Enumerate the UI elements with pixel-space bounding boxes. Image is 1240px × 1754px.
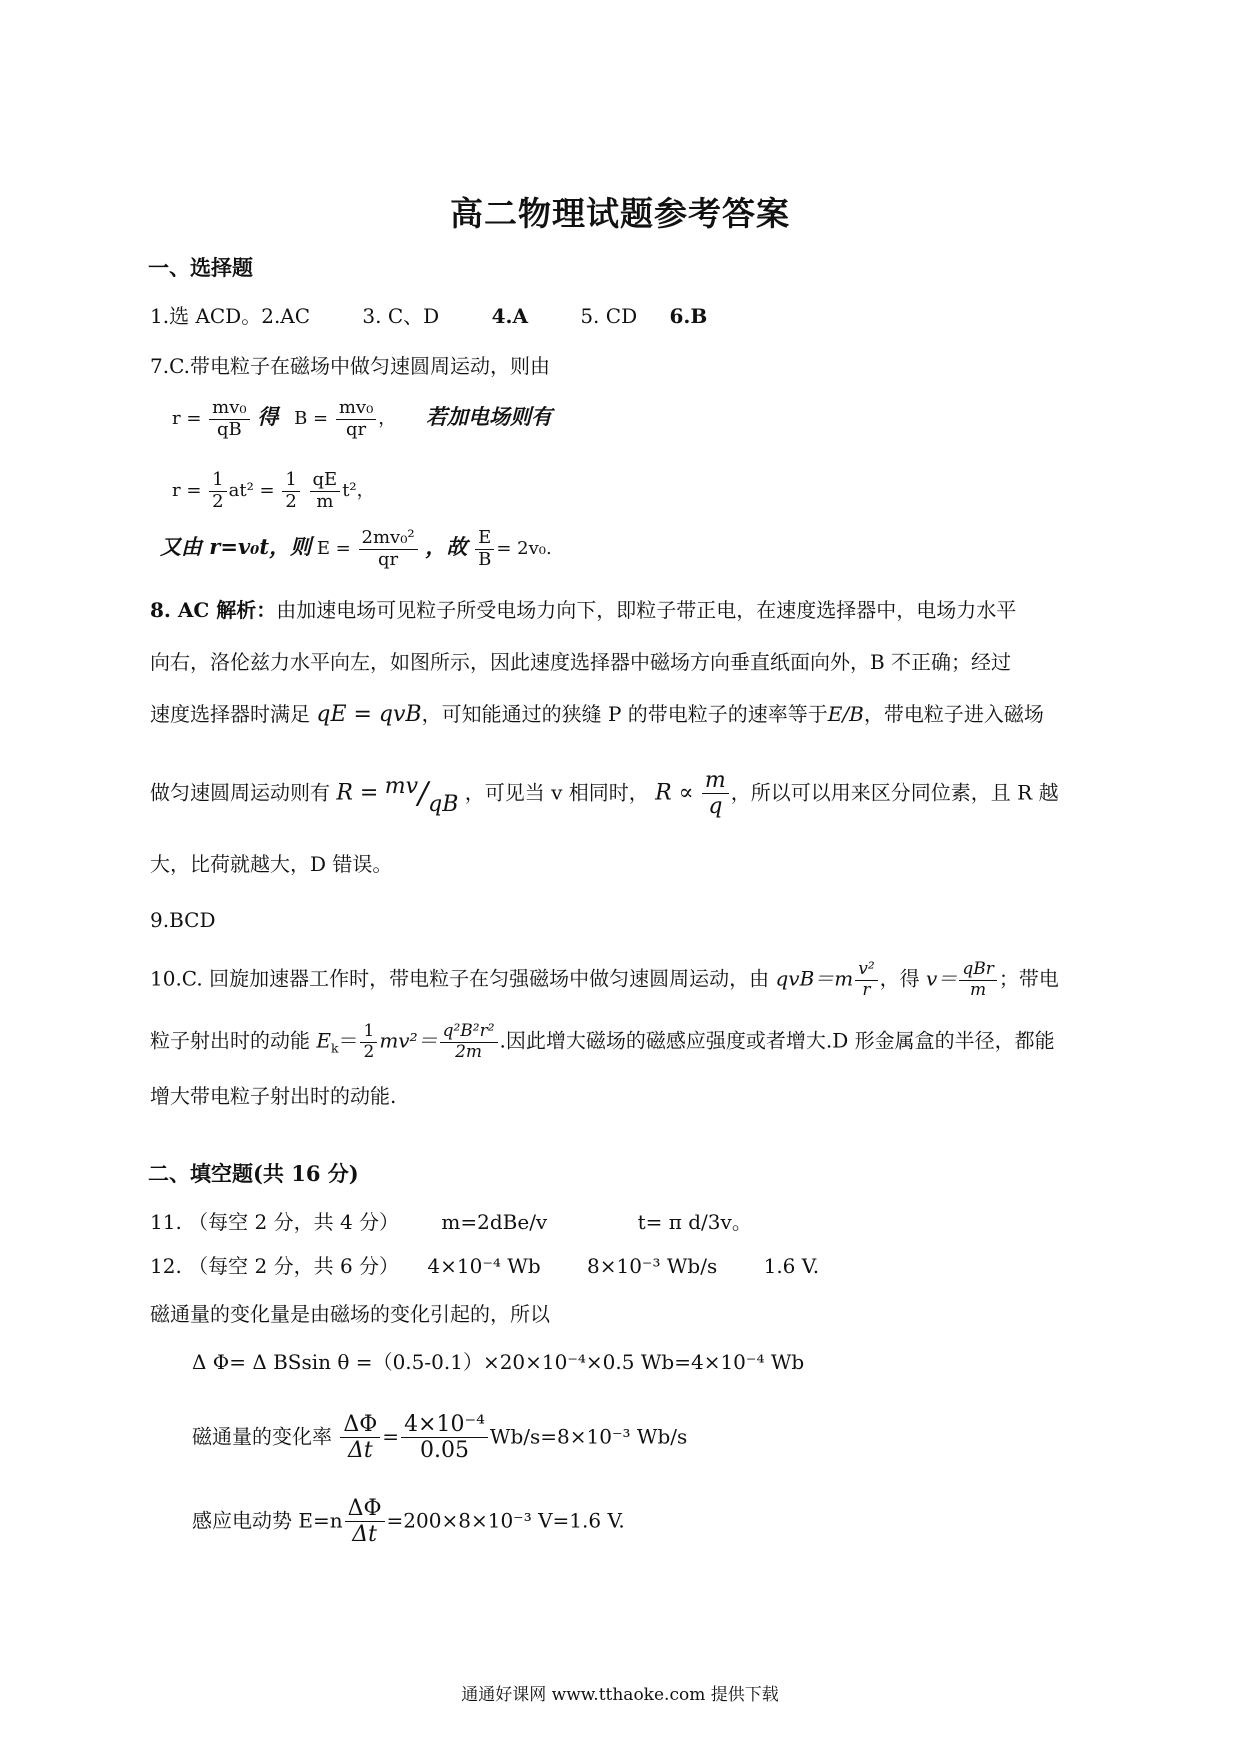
q10-equation: ＝ <box>338 1028 359 1053</box>
q8-text: ，带电粒子进入磁场 <box>863 702 1044 726</box>
q8-line2: 向右，洛伦兹力水平向左，如图所示，因此速度选择器中磁场方向垂直纸面向外，B 不正确；经过 <box>150 650 1012 674</box>
fraction <box>702 768 729 820</box>
q10-text: .因此增大磁场的磁感应强度或者增大.D 形金属盒的半径，都能 <box>499 1028 1055 1053</box>
q12-line <box>150 1256 819 1276</box>
numerator: 1 <box>209 470 226 492</box>
numerator: 4×10⁻⁴ <box>401 1412 488 1438</box>
denominator: 2 <box>363 1041 375 1062</box>
numerator: E <box>475 528 494 550</box>
denominator: qr <box>377 548 399 570</box>
q8-line3 <box>150 704 1044 726</box>
numerator: qE <box>310 470 341 492</box>
eq-text: E = <box>316 538 351 560</box>
q10-line1 <box>150 960 1059 1000</box>
q7-eq-line2 <box>172 470 375 512</box>
denominator: Δt <box>347 1438 373 1464</box>
denominator: r <box>862 979 871 1000</box>
q12-equation: =200×8×10⁻³ V=1.6 V. <box>386 1508 625 1533</box>
q10-text: ，得 <box>879 966 920 991</box>
page-title: 高二物理试题参考答案 <box>450 194 790 233</box>
q11-label: 11. （每空 2 分，共 4 分） <box>150 1210 400 1234</box>
denominator: q <box>708 794 723 820</box>
q9-answer: 9.BCD <box>150 908 216 932</box>
denominator: B <box>478 548 492 570</box>
q7-eq-line1 <box>172 398 552 440</box>
q7-eq-line3 <box>160 528 552 570</box>
answer-1-2: 1.选 ACD。2.AC <box>150 304 311 328</box>
q12-equation: = <box>382 1424 400 1449</box>
eq-text: 又由 r=v₀t，则 <box>160 534 312 560</box>
numerator: 1 <box>360 1022 377 1043</box>
q12-emf <box>192 1496 625 1548</box>
numerator: q²B²r² <box>440 1022 498 1043</box>
q10-equation: v＝ <box>926 966 958 991</box>
q11-answer-2: t= π d/3v。 <box>637 1210 752 1234</box>
eq-text: r = <box>172 480 202 502</box>
denominator: m <box>970 979 987 1000</box>
q12-flux-change: Δ Φ= Δ BSsin θ =（0.5-0.1）×20×10⁻⁴×0.5 Wb=4×10⁻⁴ Wb <box>192 1350 805 1374</box>
q10-line2 <box>150 1022 1055 1062</box>
answer-3: 3. C、D <box>362 304 440 328</box>
eq-text: t²， <box>342 480 375 502</box>
q8-text: 速度选择器时满足 <box>150 702 310 726</box>
q8-line4 <box>150 768 1059 820</box>
q8-equation: R ∝ <box>655 780 694 806</box>
q12-flux-rate <box>192 1412 687 1464</box>
denominator: 2m <box>455 1041 483 1062</box>
q10-line3: 增大带电粒子射出时的动能. <box>150 1084 397 1108</box>
answer-5: 5. CD <box>580 304 638 328</box>
q12-label: 12. （每空 2 分，共 6 分） <box>150 1254 400 1278</box>
q8-text: ，可知能通过的狭缝 P 的带电粒子的速率等于 <box>421 702 828 726</box>
q10-equation: E <box>316 1028 331 1053</box>
numerator: 2mv₀² <box>359 528 418 550</box>
eq-text: 若加电场则有 <box>426 404 553 430</box>
eq-text: B = <box>294 408 329 430</box>
numerator: 1 <box>282 470 299 492</box>
fraction <box>310 470 341 512</box>
q11-line <box>150 1212 752 1232</box>
answer-line-1 <box>150 306 707 326</box>
fraction <box>282 470 299 512</box>
q10-text: 粒子射出时的动能 <box>150 1028 310 1053</box>
denominator: Δt <box>352 1522 377 1548</box>
q10-text: 10.C. 回旋加速器工作时，带电粒子在匀强磁场中做匀速圆周运动，由 <box>150 966 770 991</box>
footer-source: 通通好课网 www.tthaoke.com 提供下载 <box>461 1685 779 1705</box>
subscript: k <box>330 1040 339 1056</box>
fraction <box>340 1412 380 1464</box>
answer-6: 6.B <box>669 304 708 328</box>
numerator: qBr <box>959 960 997 981</box>
q12-equation: Wb/s=8×10⁻³ Wb/s <box>489 1424 688 1449</box>
denominator: 2 <box>212 490 224 512</box>
numerator: m <box>702 768 729 794</box>
q8-text: 由加速电场可见粒子所受电场力向下，即粒子带正电，在速度选择器中，电场力水平 <box>276 598 1017 622</box>
denominator: 2 <box>285 490 297 512</box>
q10-equation: mv²＝ <box>379 1028 438 1053</box>
fraction <box>209 470 226 512</box>
numerator: v² <box>855 960 877 981</box>
q12-text: 感应电动势 E=n <box>192 1508 343 1533</box>
fraction <box>959 960 997 1000</box>
section-heading-fill: 二、填空题(共 16 分) <box>148 1161 359 1186</box>
fraction <box>209 398 249 440</box>
eq-text: r = <box>172 408 202 430</box>
numerator: mv <box>384 773 419 799</box>
section-heading-choice: 一、选择题 <box>148 255 253 280</box>
q8-label: 8. AC 解析： <box>150 598 277 622</box>
eq-text: ， <box>378 408 397 430</box>
q10-text: ；带电 <box>998 966 1059 991</box>
denominator: qB <box>428 791 459 817</box>
eq-text: at² = <box>228 480 275 502</box>
fraction <box>336 398 376 440</box>
slash-fraction: mv/qB <box>384 773 459 817</box>
q11-answer-1: m=2dBe/v <box>441 1210 548 1234</box>
q12-answer-3: 1.6 V. <box>763 1254 820 1278</box>
numerator: ΔΦ <box>340 1412 380 1438</box>
fraction <box>359 528 418 570</box>
q8-equation: qE = qvB <box>316 702 422 727</box>
eq-text: 得 <box>257 404 279 430</box>
fraction <box>360 1022 377 1062</box>
q8-text: ，所以可以用来区分同位素，且 R 越 <box>730 780 1059 805</box>
q8-equation: E/B <box>827 702 864 726</box>
fraction <box>345 1496 385 1548</box>
q7-intro: 7.C.带电粒子在磁场中做匀速圆周运动，则由 <box>150 354 551 378</box>
q10-equation: qvB＝m <box>775 966 854 991</box>
fraction <box>855 960 877 1000</box>
numerator: mv₀ <box>209 398 249 420</box>
eq-text: ，故 <box>425 534 468 560</box>
denominator: qB <box>217 418 242 440</box>
q12-explanation: 磁通量的变化量是由磁场的变化引起的，所以 <box>150 1302 550 1326</box>
q12-answer-2: 8×10⁻³ Wb/s <box>587 1254 718 1278</box>
q8-text: ，可见当 v 相同时， <box>464 780 649 805</box>
fraction <box>401 1412 488 1464</box>
eq-text: = 2v₀. <box>496 538 552 560</box>
fraction <box>475 528 494 570</box>
q8-equation: R = <box>336 780 379 806</box>
denominator: qr <box>346 418 367 440</box>
answer-4: 4.A <box>491 304 528 328</box>
q8-text: 做匀速圆周运动则有 <box>150 780 330 805</box>
denominator: 0.05 <box>420 1438 469 1464</box>
q8-line5: 大，比荷就越大，D 错误。 <box>150 852 393 876</box>
denominator: m <box>316 490 334 512</box>
fraction <box>440 1022 498 1062</box>
q12-text: 磁通量的变化率 <box>192 1424 332 1449</box>
numerator: ΔΦ <box>345 1496 385 1522</box>
q8-line1 <box>150 600 1016 620</box>
q12-answer-1: 4×10⁻⁴ Wb <box>427 1254 541 1278</box>
numerator: mv₀ <box>336 398 376 420</box>
